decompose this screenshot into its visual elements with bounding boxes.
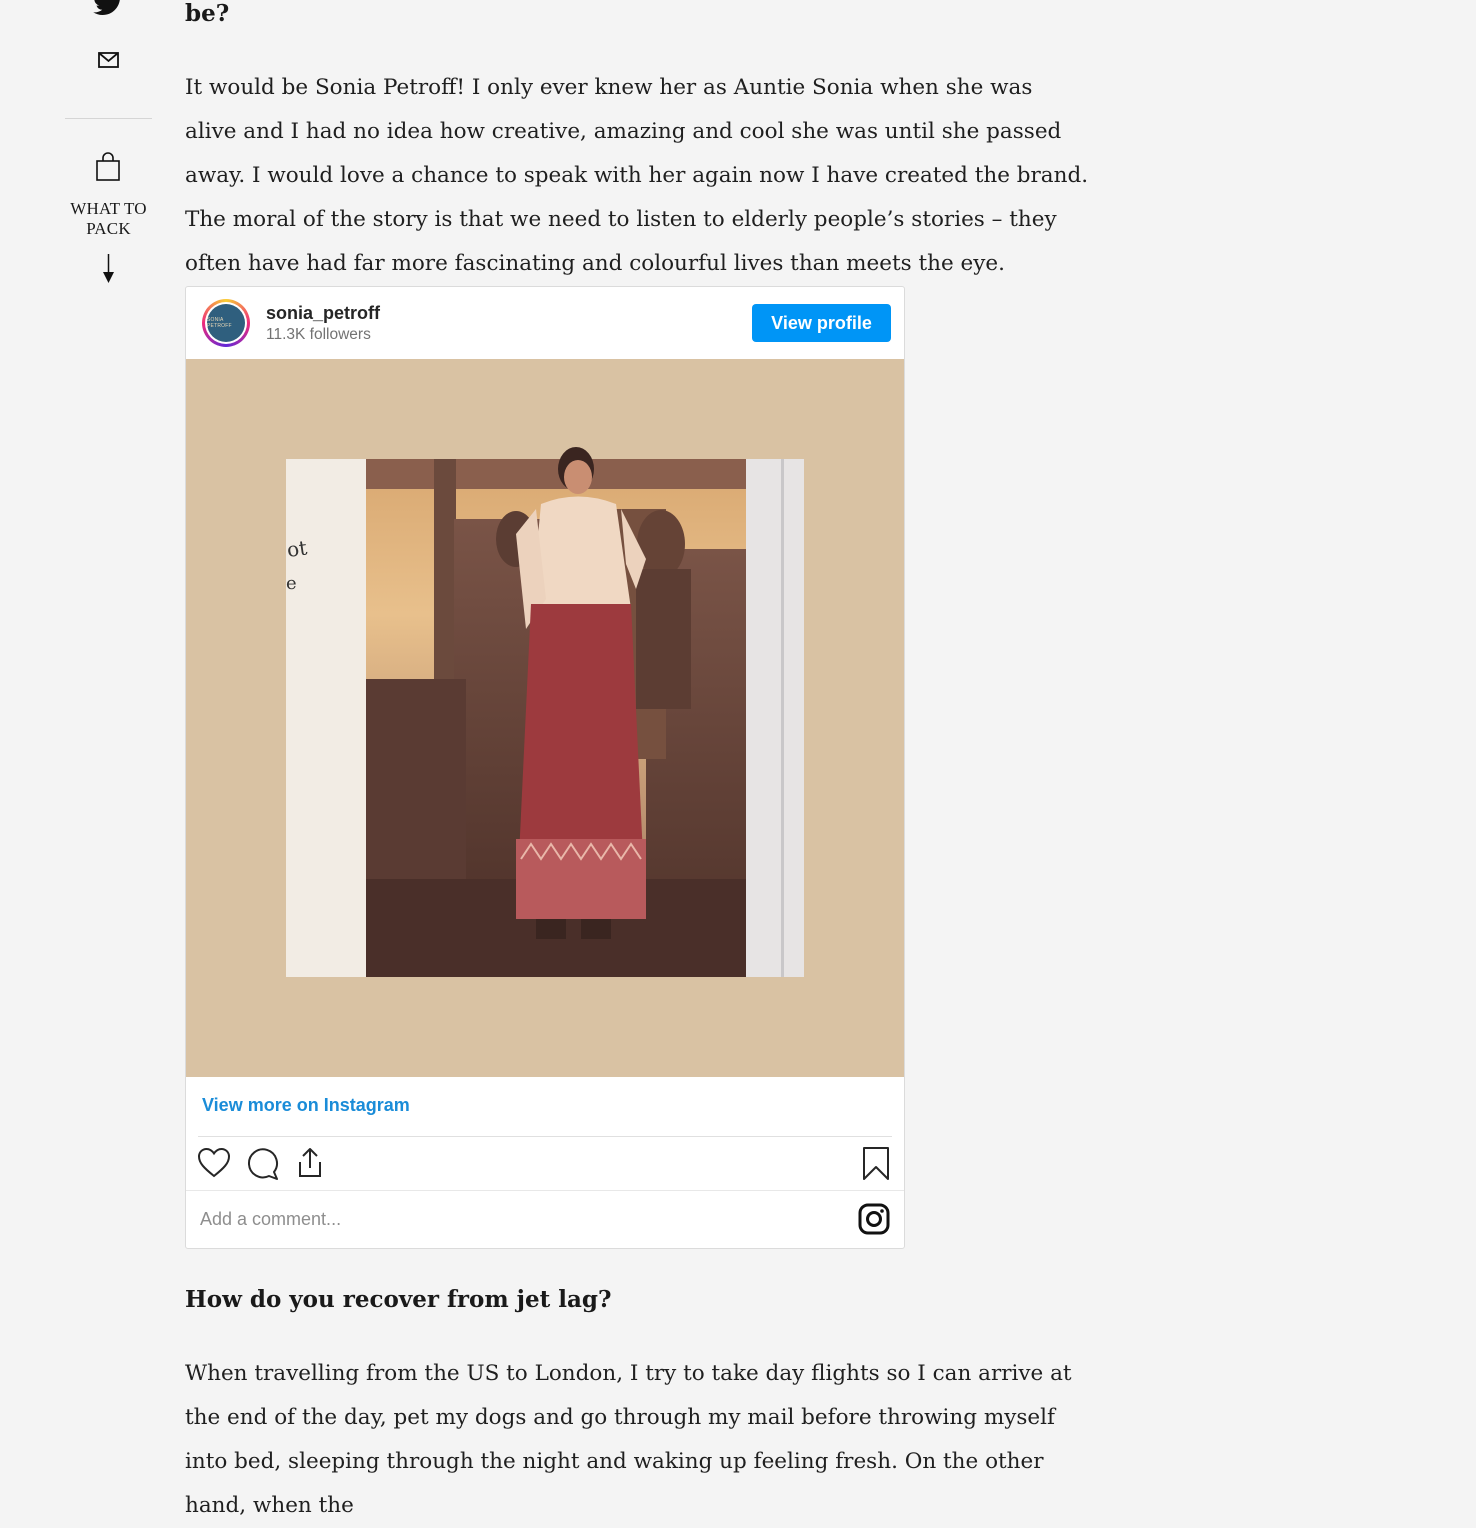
article-paragraph: It would be Sonia Petroff! I only ever knew her as Auntie Sonia when she was alive and I had no idea how creative, amazing and cool she was until she passed away. I would love a chance to speak with her again now I have created the brand. The moral of the story is that we need to listen to elderly people’s stories – they often have had far more fascinating and colourful lives than meets the eye. <box>185 75 1089 276</box>
what-to-pack-link[interactable]: WHAT TO PACK <box>70 199 147 238</box>
svg-text:e: e <box>286 573 297 594</box>
avatar[interactable] <box>202 299 250 347</box>
instagram-logo-icon[interactable] <box>858 1203 890 1235</box>
twitter-icon[interactable] <box>93 0 123 16</box>
vintage-photo <box>186 359 904 1077</box>
share-icon[interactable] <box>292 1145 328 1181</box>
divider <box>186 1190 904 1191</box>
interview-question: How do you recover from jet lag? <box>185 1286 612 1313</box>
instagram-username[interactable]: sonia_petroff <box>266 303 381 323</box>
bookmark-icon[interactable] <box>858 1145 894 1181</box>
follower-count: 11.3K followers <box>266 326 371 343</box>
instagram-embed <box>185 286 905 1249</box>
shopping-bag-icon[interactable] <box>95 152 121 182</box>
svg-text:ot: ot <box>285 535 309 562</box>
rail-divider <box>65 118 152 119</box>
divider <box>198 1136 892 1137</box>
comment-icon[interactable] <box>244 1145 280 1181</box>
arrow-down-icon[interactable] <box>101 254 116 284</box>
add-comment-input[interactable]: Add a comment... <box>200 1209 342 1229</box>
interview-question: be? <box>185 0 230 27</box>
view-more-instagram-link[interactable]: View more on Instagram <box>202 1095 410 1115</box>
mail-icon[interactable] <box>98 52 119 68</box>
article-paragraph: When travelling from the US to London, I try to take day flights so I can arrive at the end of the day, pet my dogs and go through my mail before throwing myself into bed, sleeping through the night and waking up feeling fresh. On the other hand, when the <box>185 1361 1072 1518</box>
instagram-post-image[interactable] <box>186 359 904 1077</box>
avatar-logo-text: SONIA PETROFF <box>207 317 232 329</box>
like-heart-icon[interactable] <box>196 1145 232 1181</box>
view-profile-button[interactable]: View profile <box>752 304 891 342</box>
